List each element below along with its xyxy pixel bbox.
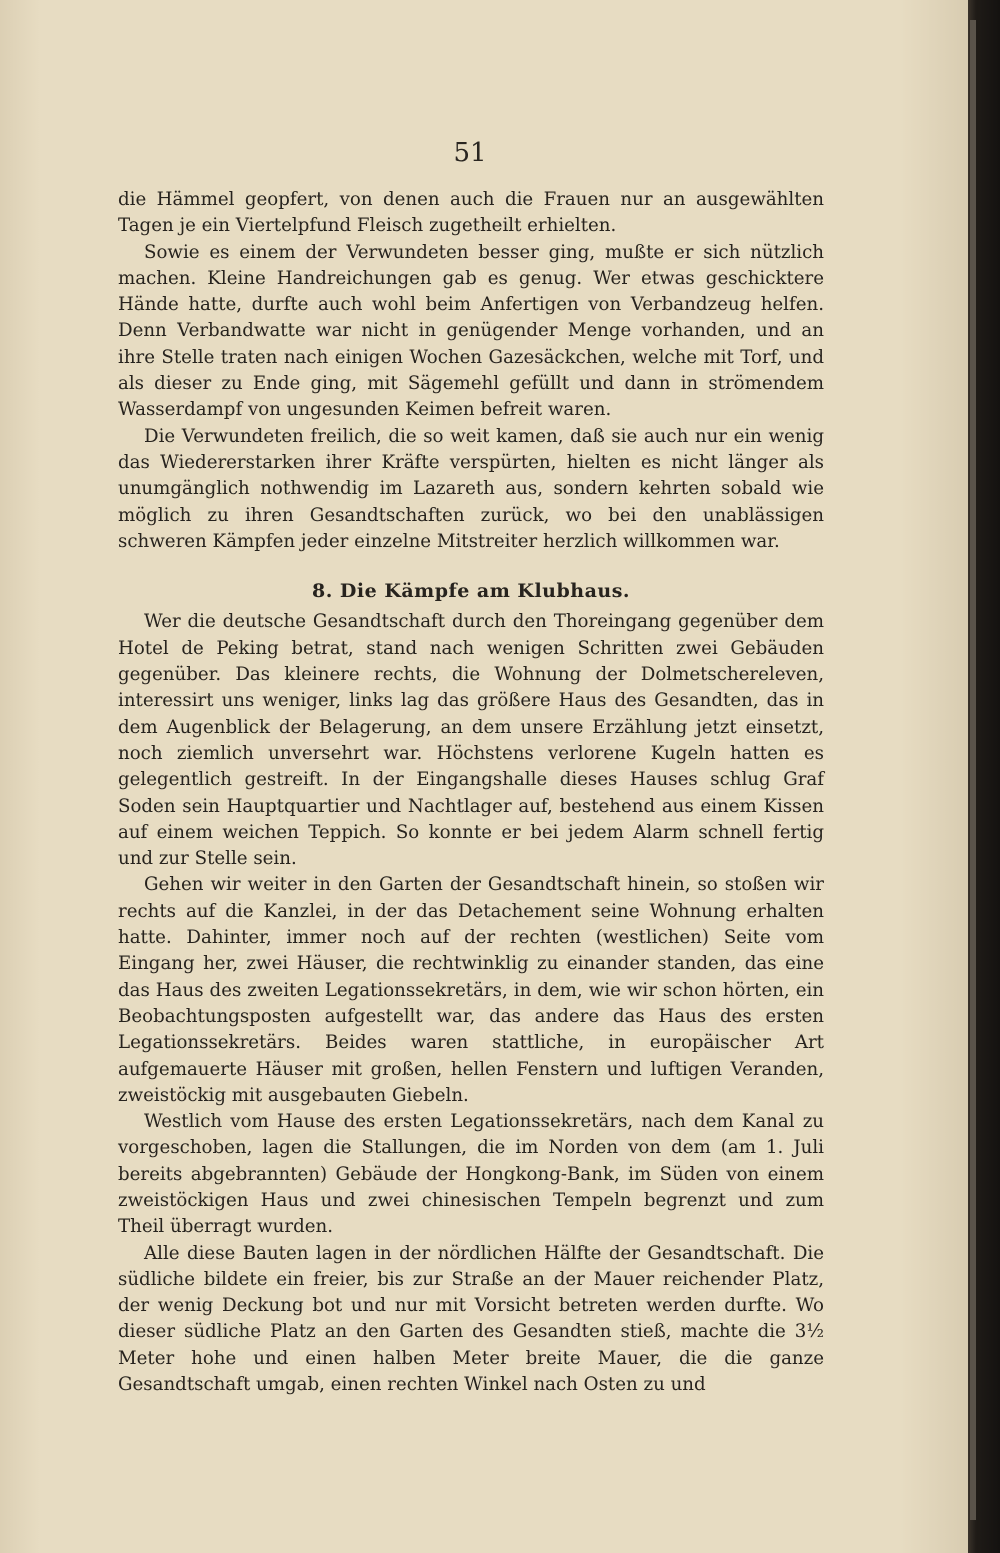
paragraph: die Hämmel geopfert, von denen auch die Frauen nur an ausgewählten Tagen je ein Viertelpfund Fleisch zugetheilt erhielten. (118, 189, 824, 237)
paragraph: Wer die deutsche Gesandtschaft durch den Thoreingang gegenüber dem Hotel de Peking betrat, stand nach wenigen Schritten zwei Gebäuden gegenüber. Das kleinere rechts, die Wohnung der Dolmetschereleven, interessirt uns weniger, links lag das größere Haus des Gesandten, das in dem Augenblick der Belagerung, an dem unsere Erzählung jetzt einsetzt, noch ziemlich unversehrt war. Höchstens verlorene Kugeln hatten es gelegentlich gestreift. In der Eingangshalle dieses Hauses schlug Graf Soden sein Hauptquartier und Nachtlager auf, bestehend aus einem Kissen auf einem weichen Teppich. So konnte er bei jedem Alarm schnell fertig und zur Stelle sein. (118, 611, 824, 870)
page-number: 51 (453, 138, 487, 168)
page-text (118, 187, 824, 1398)
paragraph: Sowie es einem der Verwundeten besser ging, mußte er sich nützlich machen. Kleine Handreichungen gab es genug. Wer etwas geschicktere Hände hatte, durfte auch wohl beim Anfertigen von Verbandzeug helfen. Denn Verbandwatte war nicht in genügender Menge vorhanden, und an ihre Stelle traten nach einigen Wochen Gazesäckchen, welche mit Torf, und als dieser zu Ende ging, mit Sägemehl gefüllt und dann in strömendem Wasserdampf von ungesunden Keimen befreit waren. (118, 241, 824, 421)
section-heading: 8. Die Kämpfe am Klubhaus. (311, 580, 631, 603)
paragraph: Westlich vom Hause des ersten Legationssekretärs, nach dem Kanal zu vorgeschoben, lagen die Stallungen, die im Norden von dem (am 1. Juli bereits abgebrannten) Gebäude der Hongkong-Bank, im Süden von einem zweistöckigen Haus und zwei chinesischen Tempeln begrenzt und zum Theil überragt wurden. (118, 1111, 824, 1238)
paragraph: Alle diese Bauten lagen in der nördlichen Hälfte der Gesandtschaft. Die südliche bildete ein freier, bis zur Straße an der Mauer reichender Platz, der wenig Deckung bot und nur mit Vorsicht betreten werden durfte. Wo dieser südliche Platz an den Garten des Gesandten stieß, machte die 3½ Meter hohe und einen halben Meter breite Mauer, die die ganze Gesandtschaft umgab, einen rechten Winkel nach Osten zu und (118, 1242, 824, 1396)
paragraph: Die Verwundeten freilich, die so weit kamen, daß sie auch nur ein wenig das Wiedererstarken ihrer Kräfte verspürten, hielten es nicht länger als unumgänglich nothwendig im Lazareth aus, sondern kehrten sobald wie möglich zu ihren Gesandtschaften zurück, wo bei den unablässigen schweren Kämpfen jeder einzelne Mitstreiter herzlich willkommen war. (118, 425, 824, 552)
book-cover-edge (968, 0, 1000, 1553)
page-stack-edge (970, 20, 976, 1520)
paragraph: Gehen wir weiter in den Garten der Gesandtschaft hinein, so stoßen wir rechts auf die Kanzlei, in der das Detachement seine Wohnung erhalten hatte. Dahinter, immer noch auf der rechten (westlichen) Seite vom Eingang her, zwei Häuser, die rechtwinklig zu einander standen, das eine das Haus des zweiten Legationssekretärs, in dem, wie wir schon hörten, ein Beobachtungsposten aufgestellt war, das andere das Haus des ersten Legationssekretärs. Beides waren stattliche, in europäischer Art aufgemauerte Häuser mit großen, hellen Fenstern und luftigen Veranden, zweistöckig mit ausgebauten Giebeln. (118, 874, 824, 1106)
